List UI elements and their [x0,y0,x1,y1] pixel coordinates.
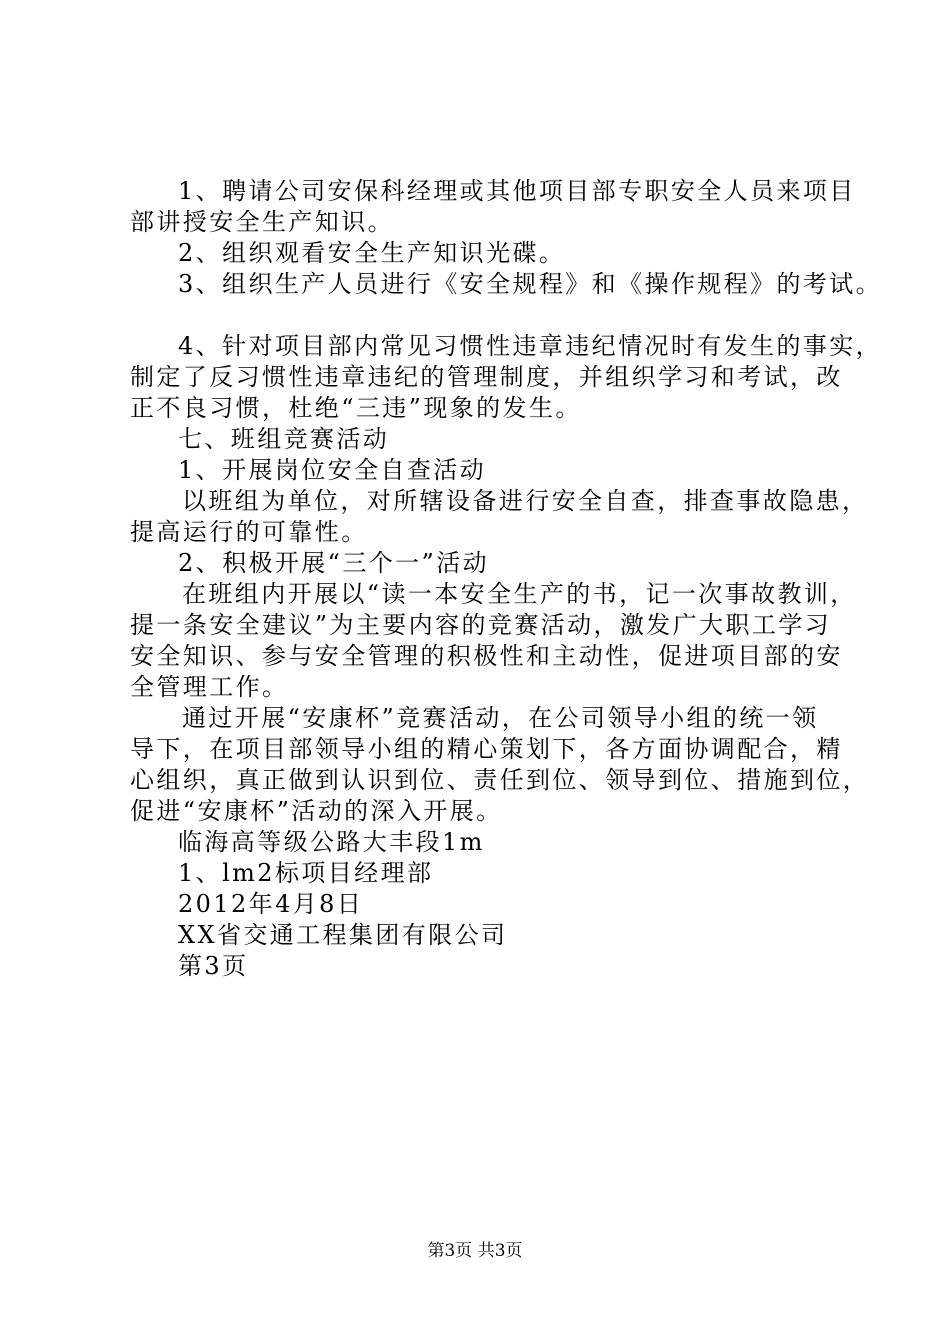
page-marker: 第3页 [178,952,249,980]
paragraph-line: 提高运行的可靠性。 [130,518,368,546]
signature-organization: XX省交通工程集团有限公司 [178,921,508,949]
paragraph-line: 心组织，真正做到认识到位、责任到位、领导到位、措施到位， [130,766,870,794]
signature-line: 1、lm2标项目经理部 [178,859,434,887]
paragraph-line: 促进“安康杯”活动的深入开展。 [130,797,503,825]
page-footer: 第3页 共3页 [427,1241,523,1261]
paragraph-line: 4、针对项目部内常见习惯性违章违纪情况时有发生的事实， [178,332,883,360]
paragraph-line: 以班组为单位，对所辖设备进行安全自查，排查事故隐患， [182,487,869,515]
signature-line: 临海高等级公路大丰段1m [178,828,485,856]
paragraph-line: 提一条安全建议”为主要内容的竞赛活动，激发广大职工学习 [130,611,832,639]
paragraph-line: 通过开展“安康杯”竞赛活动，在公司领导小组的统一领 [182,704,819,732]
paragraph-line: 部讲授安全生产知识。 [130,208,394,236]
paragraph-line: 1、聘请公司安保科经理或其他项目部专职安全人员来项目 [178,177,856,205]
blank-line [130,300,850,331]
paragraph-line: 3、组织生产人员进行《安全规程》和《操作规程》的考试。 [178,270,883,298]
paragraph-line: 2、组织观看安全生产知识光碟。 [178,239,566,267]
subsection-heading: 1、开展岗位安全自查活动 [178,456,487,484]
paragraph-line: 安全知识、参与安全管理的积极性和主动性，促进项目部的安 [130,642,843,670]
paragraph-line: 全管理工作。 [130,673,289,701]
paragraph-line: 制定了反习惯性违章违纪的管理制度，并组织学习和考试，改 [130,363,843,391]
paragraph-line: 正不良习惯，杜绝“三违”现象的发生。 [130,394,582,422]
paragraph-line: 导下，在项目部领导小组的精心策划下，各方面协调配合，精 [130,735,843,763]
subsection-heading: 2、积极开展“三个一”活动 [178,549,490,577]
paragraph-line: 在班组内开展以“读一本安全生产的书，记一次事故教训， [182,580,857,608]
section-heading: 七、班组竞赛活动 [178,425,390,453]
document-body [130,176,883,982]
signature-date: 2012年4月8日 [178,890,364,918]
